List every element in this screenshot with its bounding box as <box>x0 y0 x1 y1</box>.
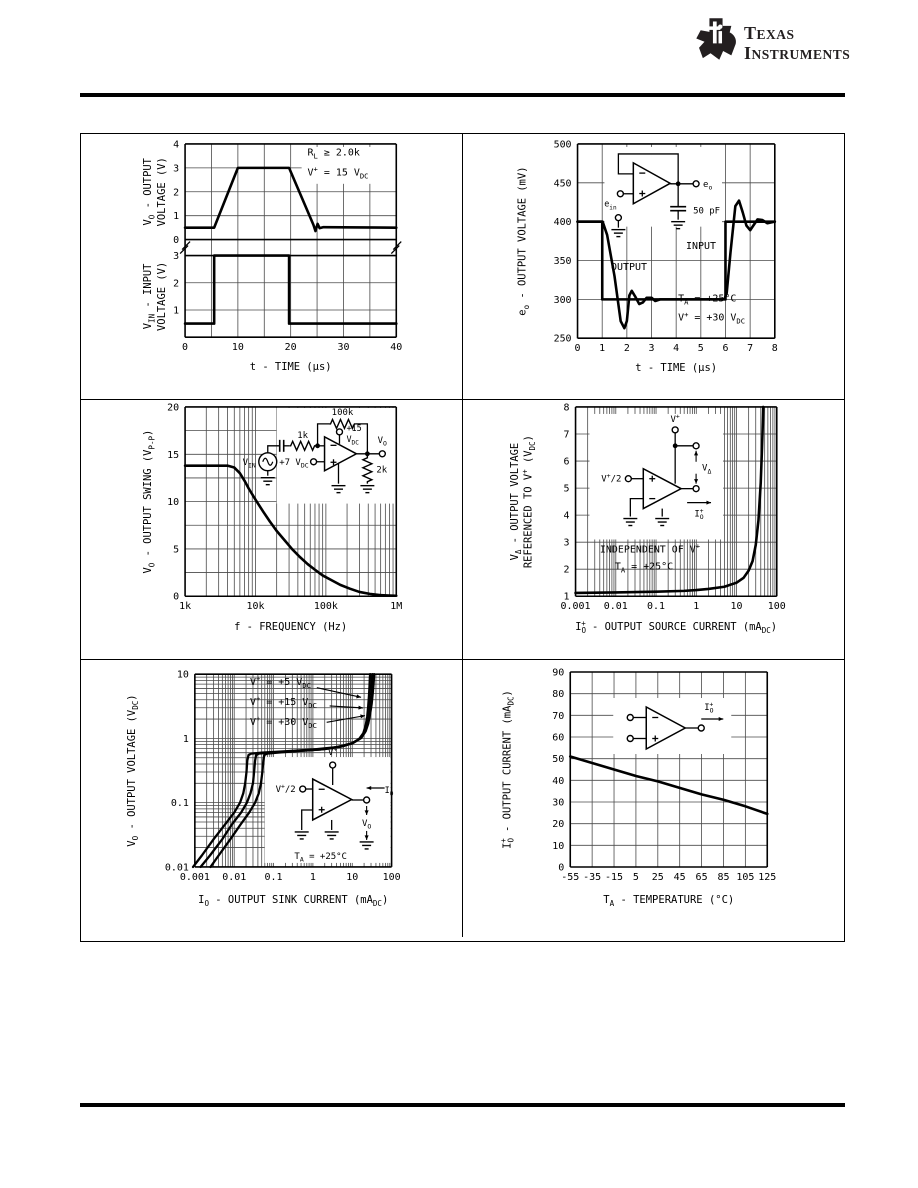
svg-text:300: 300 <box>553 294 572 306</box>
charts-grid <box>80 133 845 942</box>
svg-text:100: 100 <box>382 871 401 883</box>
svg-text:TA = +25°C: $T_A = +25^\circ C$ <box>294 851 347 864</box>
chart-large-signal-pulse-response <box>81 134 462 399</box>
svg-text:0: 0 <box>182 342 189 354</box>
svg-text:90: 90 <box>551 667 564 679</box>
svg-text:VO - OUTPUT SWING (VP-P): $V_O$ - OUTPUT SWING $(V_{P-P})$ <box>142 429 157 574</box>
axis-titles <box>142 157 331 373</box>
svg-text:1: 1 <box>692 601 699 613</box>
svg-text:5: 5 <box>173 544 180 556</box>
svg-text:0.01: 0.01 <box>164 862 189 874</box>
svg-text:V+ = +30 VDC: V+ = +30 $V_{DC}$ <box>249 714 317 731</box>
svg-text:TA = +25°C: $T_A = +25^\circ C$ <box>677 293 736 307</box>
chart-output-sink-current-characteristics <box>81 660 462 937</box>
svg-text:40: 40 <box>551 775 564 787</box>
svg-text:10: 10 <box>231 342 244 354</box>
svg-text:VΔ: $V_\Delta$ <box>701 463 711 476</box>
svg-text:0.1: 0.1 <box>646 601 665 613</box>
svg-text:IO+: $I_O+$ <box>693 506 704 522</box>
svg-text:VO: $V_O$ <box>361 818 372 831</box>
svg-text:3: 3 <box>173 163 180 175</box>
svg-text:450: 450 <box>553 178 572 190</box>
svg-text:TA = +25°C: $T_A = +25^\circ C$ <box>614 561 673 575</box>
svg-text:f - FREQUENCY (Hz): f - FREQUENCY (Hz) <box>234 621 348 634</box>
svg-text:2: 2 <box>173 278 180 290</box>
annotations <box>250 674 365 730</box>
svg-text:1: 1 <box>598 343 605 355</box>
svg-text:6: 6 <box>563 456 570 468</box>
footer-rule <box>80 1103 845 1107</box>
svg-text:250: 250 <box>553 333 572 345</box>
svg-text:2: 2 <box>173 187 180 199</box>
chart-cell-output-sink-current <box>81 660 463 937</box>
svg-text:t - TIME (μs): t - TIME (μs) <box>249 361 332 374</box>
svg-text:125: 125 <box>757 872 776 883</box>
svg-text:1: 1 <box>173 211 180 223</box>
svg-text:10: 10 <box>176 669 189 681</box>
svg-text:0.01: 0.01 <box>603 601 628 613</box>
chart-output-source-current-characteristics <box>463 400 845 659</box>
svg-text:0.1: 0.1 <box>264 871 283 883</box>
svg-text:4: 4 <box>173 139 180 151</box>
svg-text:4: 4 <box>563 510 570 522</box>
chart-output-current-vs-temperature <box>463 660 845 937</box>
chart-cell-output-current-vs-temperature <box>463 660 845 937</box>
svg-text:-55: -55 <box>560 872 579 883</box>
chart-cell-large-signal-frequency-response <box>81 400 463 660</box>
svg-text:IO+: $I_O+$ <box>703 700 714 715</box>
svg-text:VDC: $V_{DC}$ <box>346 433 359 447</box>
svg-text:1: 1 <box>173 305 180 317</box>
svg-text:100k: 100k <box>331 407 354 418</box>
svg-text:0: 0 <box>173 591 180 603</box>
svg-text:IO+ - OUTPUT CURRENT (mADC): $I_O+$ - OUTPUT CURRENT $(mA_{DC})$ <box>498 690 515 849</box>
svg-text:7: 7 <box>746 343 753 355</box>
svg-text:1: 1 <box>309 871 316 883</box>
svg-text:500: 500 <box>553 139 572 151</box>
svg-text:V+ = +5 VDC: V+ = +5 $V_{DC}$ <box>249 673 311 690</box>
svg-text:INPUT: INPUT <box>685 240 716 252</box>
header-rule <box>80 93 845 97</box>
svg-text:TA - TEMPERATURE (°C): $T_A$ - TEMPERATURE (°C) <box>602 894 734 909</box>
svg-text:25: 25 <box>651 872 664 883</box>
svg-text:10: 10 <box>346 871 359 883</box>
svg-text:5: 5 <box>632 872 639 883</box>
svg-text:VO - OUTPUT: $V_O$ - OUTPUT <box>142 158 157 226</box>
svg-text:VIN - INPUT: $V_{IN}$ - INPUT <box>142 263 157 330</box>
svg-text:+7 VDC: +7 $V_{DC}$ <box>279 457 309 470</box>
svg-text:50: 50 <box>551 754 564 766</box>
svg-text:V+ = 15 VDC: V+ = 15 $V_{DC}$ <box>307 164 369 181</box>
svg-text:V+: V+ <box>328 745 338 759</box>
svg-text:100k: 100k <box>313 601 338 613</box>
svg-text:85: 85 <box>716 872 729 883</box>
svg-text:t - TIME (μs): t - TIME (μs) <box>634 362 717 375</box>
svg-text:3: 3 <box>563 537 570 549</box>
svg-text:100: 100 <box>767 601 786 613</box>
svg-text:0.1: 0.1 <box>170 798 189 810</box>
svg-text:1: 1 <box>182 733 189 745</box>
svg-text:4: 4 <box>672 343 679 355</box>
svg-text:RL ≥ 2.0k: $R_L \ge 2.0k$ <box>307 147 360 161</box>
svg-text:20: 20 <box>551 819 564 831</box>
svg-text:60: 60 <box>551 732 564 744</box>
svg-text:8: 8 <box>563 402 570 414</box>
svg-text:8: 8 <box>771 343 778 355</box>
svg-text:V+/2: V+/2 <box>600 472 621 485</box>
svg-text:V+ = +15 VDC: V+ = +15 $V_{DC}$ <box>249 694 317 710</box>
svg-text:-35: -35 <box>582 872 601 883</box>
svg-text:1k: 1k <box>297 430 309 441</box>
svg-text:350: 350 <box>553 256 572 268</box>
data-series <box>570 757 767 814</box>
svg-text:OUTPUT: OUTPUT <box>610 262 647 274</box>
svg-text:0: 0 <box>557 862 564 874</box>
svg-text:10: 10 <box>730 601 743 613</box>
chart-voltage-follower-pulse-response <box>463 134 845 399</box>
svg-text:V+/2: V+/2 <box>275 782 296 796</box>
svg-text:IO+ - OUTPUT SOURCE CURRENT (m: $I_O+$ - OUTPUT SOURCE CURRENT $(mA_{DC})$ <box>574 618 777 636</box>
svg-text:0.01: 0.01 <box>222 871 247 883</box>
chart-cell-voltage-follower-pulse-response <box>463 134 845 400</box>
brand-line-texas: TEXAS <box>744 23 795 43</box>
svg-text:0.001: 0.001 <box>179 871 210 883</box>
svg-text:3: 3 <box>173 251 180 263</box>
svg-text:15: 15 <box>167 449 180 461</box>
svg-text:1M: 1M <box>390 601 403 613</box>
page-header <box>0 0 918 92</box>
chart-large-signal-frequency-response <box>81 400 462 659</box>
chart-cell-output-source-current <box>463 400 845 660</box>
svg-text:2: 2 <box>623 343 630 355</box>
series-source-current <box>570 757 767 814</box>
svg-text:REFERENCED TO V+ (VDC): REFERENCED TO V+ $(V_{DC})$ <box>520 435 537 569</box>
svg-text:1: 1 <box>563 591 570 603</box>
svg-text:VO - OUTPUT VOLTAGE (VDC): $V_O$ - OUTPUT VOLTAGE $(V_{DC})$ <box>125 694 141 847</box>
svg-text:VOLTAGE (V): VOLTAGE (V) <box>156 157 169 227</box>
svg-text:+15: +15 <box>346 422 362 433</box>
svg-text:2k: 2k <box>376 465 388 476</box>
svg-text:400: 400 <box>553 217 572 229</box>
svg-text:0.001: 0.001 <box>560 601 591 613</box>
svg-text:5: 5 <box>697 343 704 355</box>
ti-logo-icon <box>694 16 738 62</box>
svg-text:-15: -15 <box>604 872 623 883</box>
svg-text:20: 20 <box>284 342 297 354</box>
svg-text:2: 2 <box>563 564 570 576</box>
svg-text:0: 0 <box>574 343 581 355</box>
svg-text:eo - OUTPUT VOLTAGE (mV): $e_o$ - OUTPUT VOLTAGE (mV) <box>516 166 531 316</box>
svg-text:ein: $e_{in}$ <box>603 198 617 212</box>
svg-text:5: 5 <box>563 483 570 495</box>
svg-text:30: 30 <box>551 797 564 809</box>
svg-text:V+ = +30 VDC: V+ = +30 $V_{DC}$ <box>677 309 745 326</box>
svg-text:45: 45 <box>673 872 686 883</box>
svg-text:VIN: $V_{IN}$ <box>242 457 256 470</box>
brand-line-instruments: INSTRUMENTS <box>744 43 851 63</box>
svg-text:40: 40 <box>390 342 403 354</box>
svg-text:IO - OUTPUT SINK CURRENT (mADC: $I_O$ - OUTPUT SINK CURRENT $(mA_{DC})$ <box>198 893 389 909</box>
svg-text:V+: V+ <box>670 412 680 425</box>
chart-cell-large-signal-pulse-response <box>81 134 463 400</box>
svg-text:10: 10 <box>167 497 180 509</box>
svg-text:50 pF: 50 pF <box>692 206 720 217</box>
svg-text:6: 6 <box>721 343 728 355</box>
svg-text:20: 20 <box>167 402 180 414</box>
svg-text:30: 30 <box>337 342 350 354</box>
svg-text:10k: 10k <box>246 601 265 613</box>
svg-text:65: 65 <box>695 872 708 883</box>
svg-text:eo: $e_o$ <box>702 179 712 192</box>
svg-text:IO-: $I_O-$ <box>384 784 394 798</box>
svg-text:1k: 1k <box>179 601 192 613</box>
svg-text:10: 10 <box>551 840 564 852</box>
svg-text:VO: $V_O$ <box>377 435 387 448</box>
brand-wordmark <box>744 24 850 64</box>
svg-text:VOLTAGE (V): VOLTAGE (V) <box>156 261 169 332</box>
svg-text:80: 80 <box>551 689 564 701</box>
svg-text:105: 105 <box>735 872 754 883</box>
svg-text:INDEPENDENT OF V+: INDEPENDENT OF V+ <box>599 541 700 556</box>
svg-text:VΔ - OUTPUT VOLTAGE: $V_\Delta$ - OUTPUT VOLTAGE <box>508 442 523 561</box>
svg-text:70: 70 <box>551 710 564 722</box>
svg-text:0: 0 <box>173 235 180 247</box>
svg-text:3: 3 <box>648 343 655 355</box>
svg-text:7: 7 <box>563 429 570 441</box>
